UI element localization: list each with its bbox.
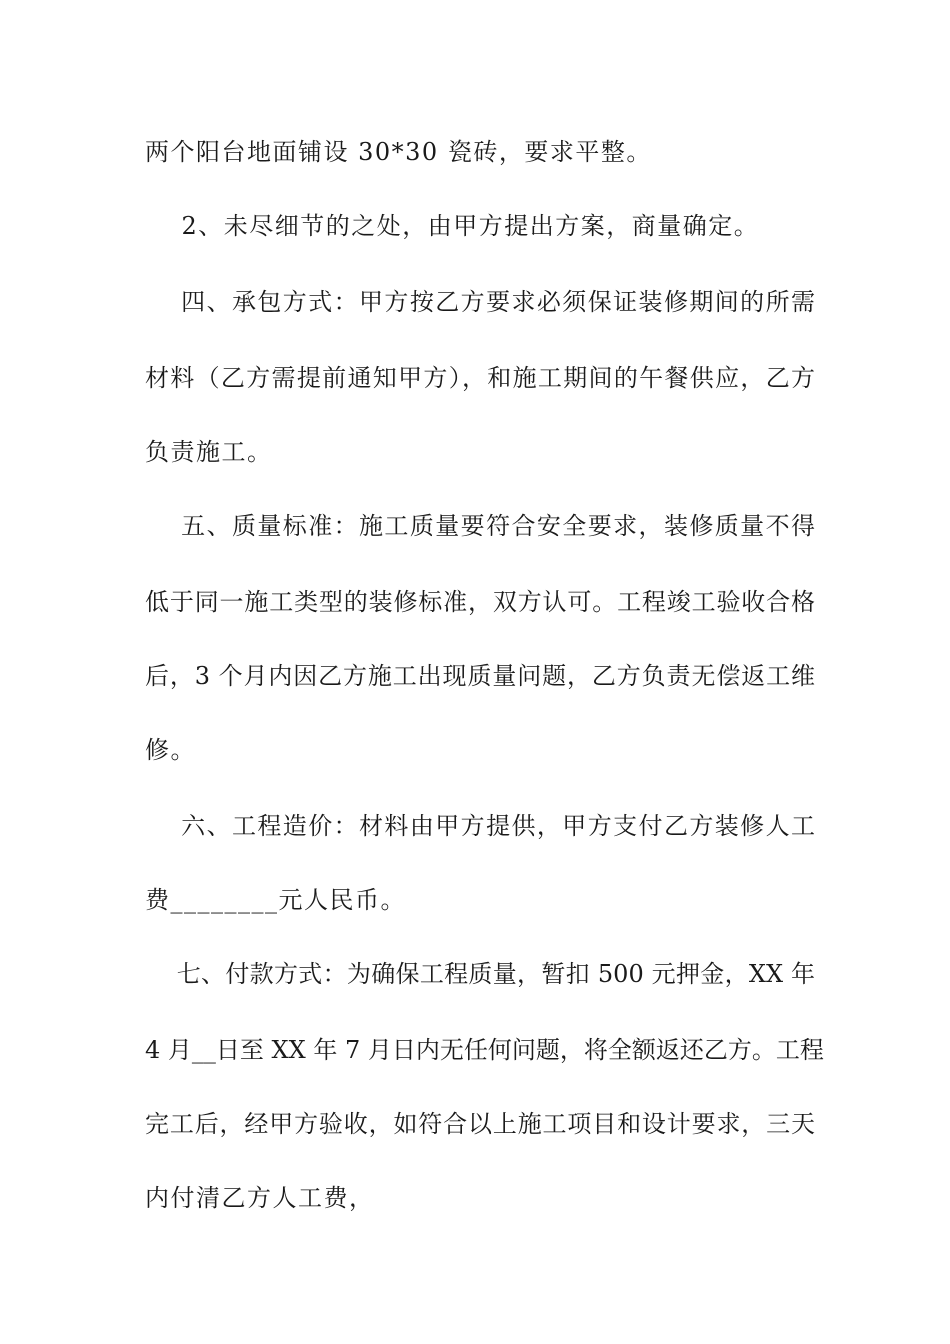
text-line-11: 费________元人民币。 (145, 886, 406, 914)
text-line-4: 材料（乙方需提前通知甲方），和施工期间的午餐供应，乙方 (145, 364, 815, 392)
text-line-10: 六、工程造价：材料由甲方提供，甲方支付乙方装修人工 (145, 812, 815, 840)
text-line-13: 4 月__日至 XX 年 7 月日内无任何问题，将全额返还乙方。工程 (145, 1036, 824, 1064)
text-line-2: 2、未尽细节的之处，由甲方提出方案，商量确定。 (145, 212, 760, 240)
text-line-6: 五、质量标准：施工质量要符合安全要求，装修质量不得 (145, 512, 815, 540)
text-line-1: 两个阳台地面铺设 30*30 瓷砖，要求平整。 (145, 138, 652, 166)
text-line-9: 修。 (145, 736, 196, 764)
text-line-3: 四、承包方式：甲方按乙方要求必须保证装修期间的所需 (145, 288, 815, 316)
text-line-5: 负责施工。 (145, 438, 273, 466)
text-line-15: 内付清乙方人工费， (145, 1184, 375, 1212)
text-line-7: 低于同一施工类型的装修标准，双方认可。工程竣工验收合格 (145, 588, 815, 616)
text-line-12: 七、付款方式：为确保工程质量，暂扣 500 元押金，XX 年 (145, 960, 815, 988)
text-line-8: 后，3 个月内因乙方施工出现质量问题，乙方负责无偿返工维 (145, 662, 815, 690)
text-line-14: 完工后，经甲方验收，如符合以上施工项目和设计要求，三天 (145, 1110, 815, 1138)
